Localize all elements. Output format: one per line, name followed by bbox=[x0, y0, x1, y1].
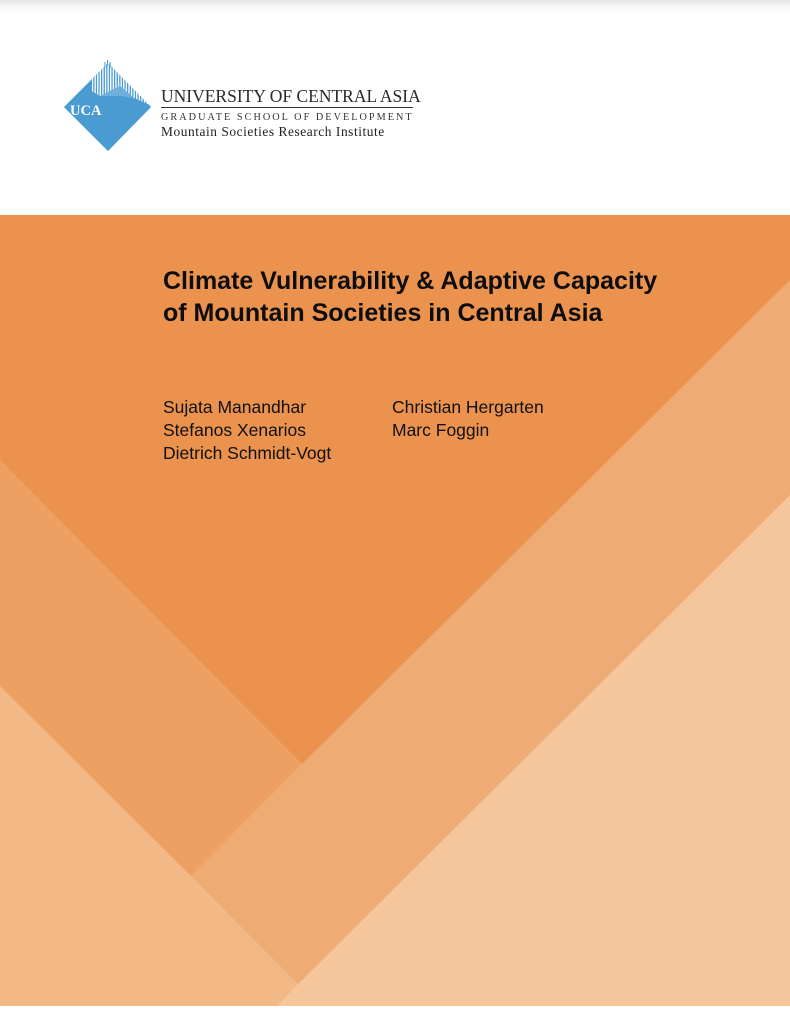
author-name: Marc Foggin bbox=[392, 420, 490, 440]
university-name: UNIVERSITY OF CENTRAL ASIA bbox=[161, 86, 421, 106]
uca-diamond-logo-icon bbox=[62, 60, 154, 154]
logo-mark-text: UCA bbox=[70, 103, 102, 119]
document-title bbox=[163, 265, 743, 329]
logo-text-block bbox=[161, 86, 421, 140]
page-top-shadow bbox=[0, 0, 790, 14]
cover-graphic bbox=[0, 215, 790, 1006]
title-line-2: of Mountain Societies in Central Asia bbox=[163, 299, 603, 327]
author-name: Christian Hergarten bbox=[392, 397, 544, 417]
title-line-1: Climate Vulnerability & Adaptive Capacity bbox=[163, 267, 658, 295]
author-name: Sujata Manandhar bbox=[163, 397, 307, 417]
institute-name: Mountain Societies Research Institute bbox=[161, 124, 385, 139]
authors-column-1 bbox=[163, 396, 331, 465]
school-name: GRADUATE SCHOOL OF DEVELOPMENT bbox=[161, 112, 414, 123]
uca-logo bbox=[62, 60, 422, 155]
authors-column-2 bbox=[392, 396, 544, 442]
author-name: Dietrich Schmidt-Vogt bbox=[163, 443, 332, 463]
author-name: Stefanos Xenarios bbox=[163, 420, 307, 440]
geometric-background bbox=[0, 215, 790, 1006]
